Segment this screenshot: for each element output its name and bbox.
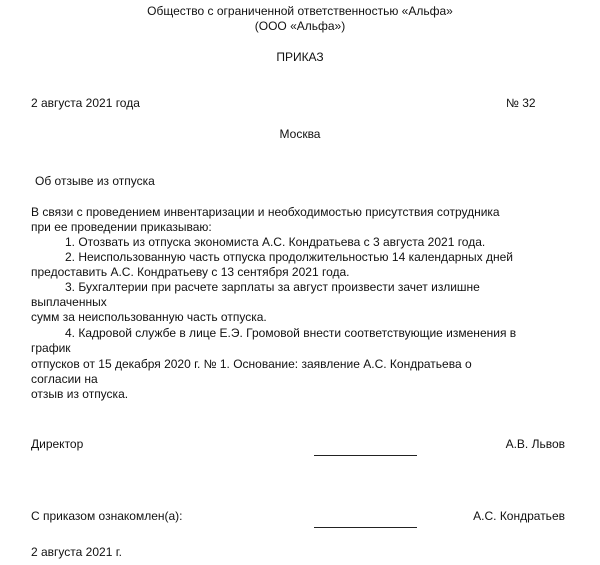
order-subject: Об отзыве из отпуска — [35, 174, 155, 188]
order-item-4-continuation: отпусков от 15 декабря 2020 г. № 1. Основание: заявление А.С. Кондратьева о — [31, 357, 472, 371]
order-number: № 32 — [506, 96, 536, 110]
order-item-1: 1. Отозвать из отпуска экономиста А.С. Кондратьева с 3 августа 2021 года. — [65, 235, 486, 249]
director-signature-line — [314, 455, 417, 456]
order-city: Москва — [279, 127, 321, 141]
order-date: 2 августа 2021 года — [31, 96, 140, 110]
organization-short-name: (ООО «Альфа») — [254, 19, 346, 33]
director-label: Директор — [31, 437, 84, 451]
order-item-4-continuation: согласии на — [31, 372, 98, 386]
body-intro-line: В связи с проведением инвентаризации и необходимостью присутствия сотрудника — [31, 205, 500, 219]
order-item-4-continuation: график — [31, 341, 71, 355]
document-type-title: ПРИКАЗ — [276, 50, 324, 64]
acquainted-date: 2 августа 2021 г. — [31, 545, 122, 559]
acquainted-label: С приказом ознакомлен(а): — [31, 509, 183, 523]
order-item-3: 3. Бухгалтерии при расчете зарплаты за август произвести зачет излишне — [65, 280, 480, 294]
order-item-4-continuation: отзыв из отпуска. — [31, 387, 129, 401]
order-item-2-continuation: предоставить А.С. Кондратьеву с 13 сентября 2021 года. — [31, 265, 350, 279]
body-intro-line: при ее проведении приказываю: — [31, 220, 212, 234]
director-name: А.В. Львов — [505, 437, 565, 451]
acquainted-name: А.С. Кондратьев — [473, 509, 565, 523]
order-item-4: 4. Кадровой службе в лице Е.Э. Громовой внести соответствующие изменения в — [65, 326, 517, 340]
order-item-3-continuation: сумм за неиспользованную часть отпуска. — [31, 310, 267, 324]
order-item-3-continuation: выплаченных — [31, 295, 107, 309]
organization-full-name: Общество с ограниченной ответственностью «Альфа» — [147, 4, 453, 18]
acquainted-signature-line — [314, 527, 417, 528]
order-item-2: 2. Неиспользованную часть отпуска продолжительностью 14 календарных дней — [65, 250, 514, 264]
